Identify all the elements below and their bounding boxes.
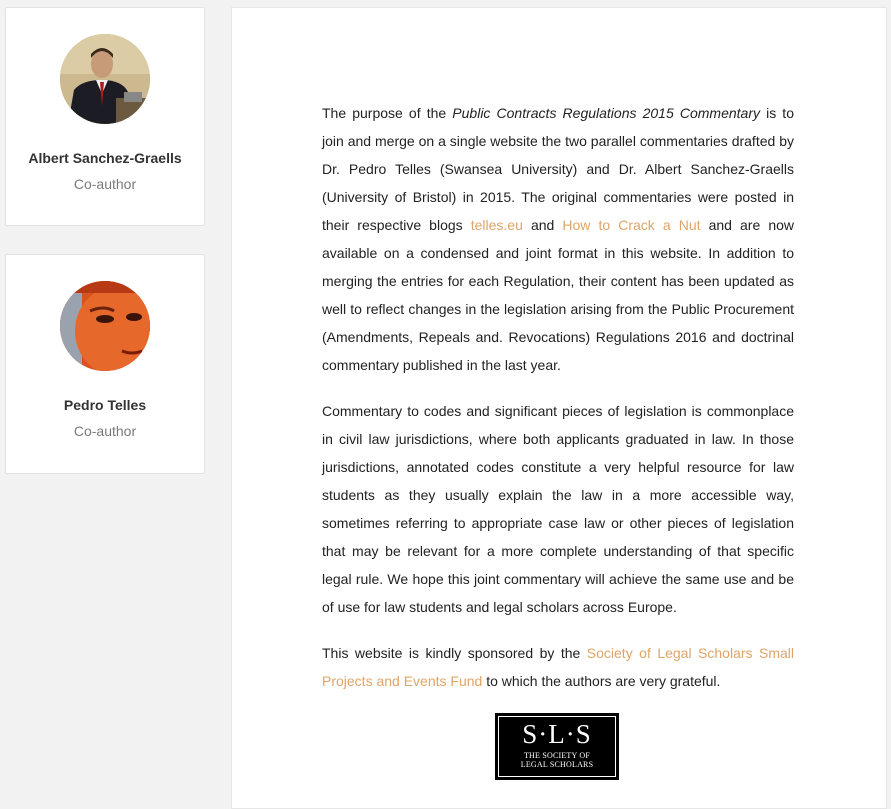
sls-logo[interactable]: [495, 713, 619, 780]
text-span: is to join and merge on a single website the two parallel commentaries drafted by Dr. Pedro Telles (Swansea University) and Dr. Albert Sanchez-Graells (University of Bristol) in 2015. The original commentaries were posted in their respective blogs: [322, 105, 794, 233]
text-span: The purpose of the: [322, 105, 453, 121]
author-role: Co-author: [73, 423, 137, 439]
text-span: This website is kindly sponsored by the: [322, 645, 587, 661]
person-photo-icon: [60, 281, 150, 371]
author-name[interactable]: Albert Sanchez-Graells: [28, 150, 182, 166]
paragraph-commentary: Commentary to codes and significant pieces of legislation is commonplace in civil law jurisdictions, where both applicants graduated in law. In those jurisdictions, annotated codes constitute a very helpful resource for law students as they usually explain the law in a more accessible way, sometimes referring to appropriate case law or other pieces of legislation that may be relevant for a more complete understanding of that specific legal rule. We hope this joint commentary will achieve the same use and be of use for law students and legal scholars across Europe.: [322, 403, 794, 615]
how-to-crack-a-nut-link[interactable]: How to Crack a Nut: [562, 217, 701, 233]
author-card-pedro: [5, 254, 205, 474]
commentary-title: Public Contracts Regulations 2015 Commentary: [452, 105, 760, 121]
avatar[interactable]: [60, 34, 150, 124]
author-role: Co-author: [73, 176, 137, 192]
author-name[interactable]: Pedro Telles: [63, 397, 147, 413]
avatar[interactable]: [60, 281, 150, 371]
telles-eu-link[interactable]: telles.eu: [470, 217, 523, 233]
text-span: to which the authors are very grateful.: [482, 673, 721, 689]
person-photo-icon: [60, 34, 150, 124]
sls-fund-link[interactable]: Society of Legal Scholars Small Projects and Events Fund: [322, 645, 794, 689]
author-card-albert: [5, 7, 205, 226]
main-content-panel: [231, 7, 887, 809]
paragraph-sponsor: [322, 639, 794, 695]
about-text: [322, 99, 794, 713]
sls-logo-line1: THE SOCIETY OF: [523, 751, 591, 760]
text-span: and are now available on a condensed and joint format in this website. In addition to merging the entries for each Regulation, their content has been updated as well to reflect changes in the legislation arising from the Public Procurement (Amendments, Repeals and. Revocations) Regulations 2016 and doctrinal commentary published in the last year.: [322, 217, 795, 373]
sls-logo-mark: S·L·S: [522, 719, 592, 749]
sls-logo-line2: LEGAL SCHOLARS: [520, 760, 594, 769]
text-span: and: [522, 217, 563, 233]
paragraph-purpose: [322, 99, 794, 379]
sls-logo-frame: [498, 716, 616, 777]
